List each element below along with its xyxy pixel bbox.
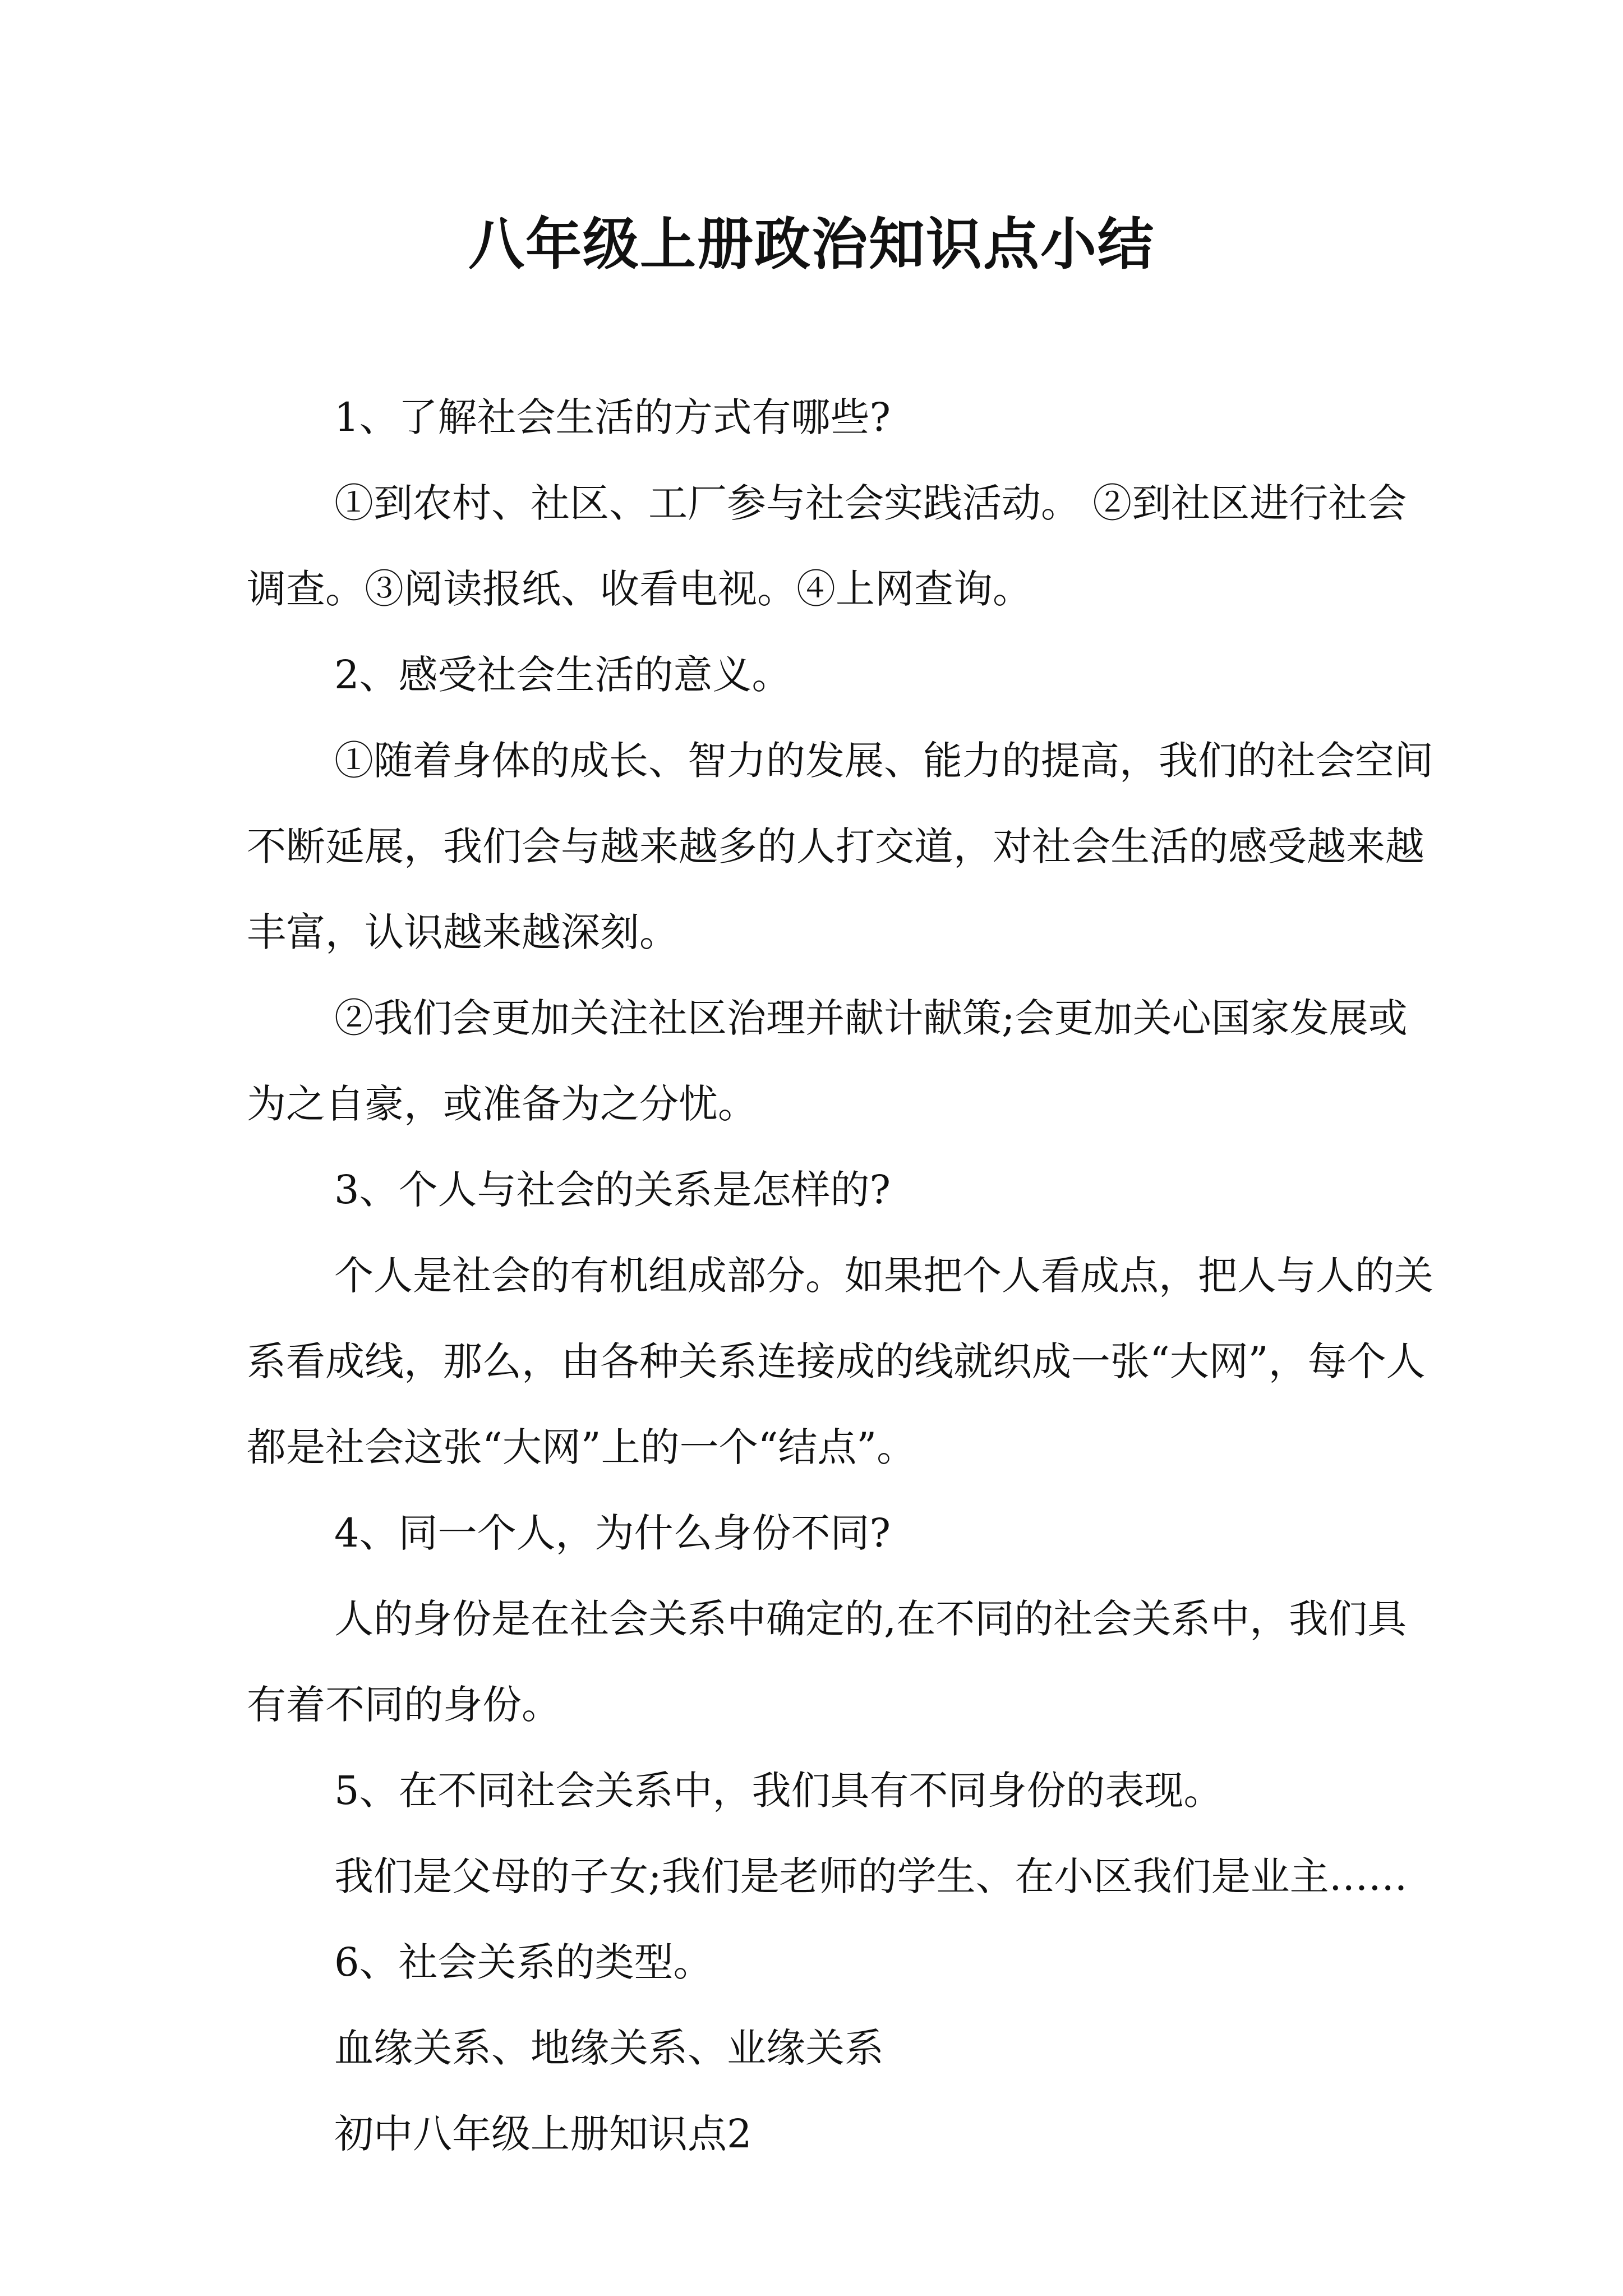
paragraph: 3、个人与社会的关系是怎样的? xyxy=(334,1167,891,1213)
paragraph: 血缘关系、地缘关系、业缘关系 xyxy=(334,2025,884,2071)
paragraph: ①随着身体的成长、智力的发展、能力的提高，我们的社会空间不断延展，我们会与越来越多的人打交道，对社会生活的感受越来越丰富，认识越来越深刻。 xyxy=(247,738,1433,955)
paragraph: 1、了解社会生活的方式有哪些? xyxy=(334,394,891,440)
paragraph: 6、社会关系的类型。 xyxy=(334,1939,713,1985)
paragraph: ①到农村、社区、工厂参与社会实践活动。 ②到社区进行社会调查。③阅读报纸、收看电视。④上网查询。 xyxy=(247,480,1407,612)
document-title: 八年级上册政治知识点小结 xyxy=(468,211,1155,277)
paragraph: 我们是父母的子女;我们是老师的学生、在小区我们是业主…… xyxy=(334,1853,1408,1899)
document-body xyxy=(247,375,1441,2177)
paragraph: 2、感受社会生活的意义。 xyxy=(334,652,791,698)
paragraph: 初中八年级上册知识点2 xyxy=(334,2111,752,2157)
paragraph: 人的身份是在社会关系中确定的,在不同的社会关系中，我们具有着不同的身份。 xyxy=(247,1596,1407,1728)
paragraph: 个人是社会的有机组成部分。如果把个人看成点，把人与人的关系看成线，那么，由各种关系连接成的线就织成一张“大网”，每个人都是社会这张“大网”上的一个“结点”。 xyxy=(247,1253,1433,1470)
paragraph: ②我们会更加关注社区治理并献计献策;会更加关心国家发展或为之自豪，或准备为之分忧。 xyxy=(247,995,1408,1127)
paragraph: 4、同一个人，为什么身份不同? xyxy=(334,1510,891,1556)
paragraph: 5、在不同社会关系中，我们具有不同身份的表现。 xyxy=(334,1768,1223,1814)
